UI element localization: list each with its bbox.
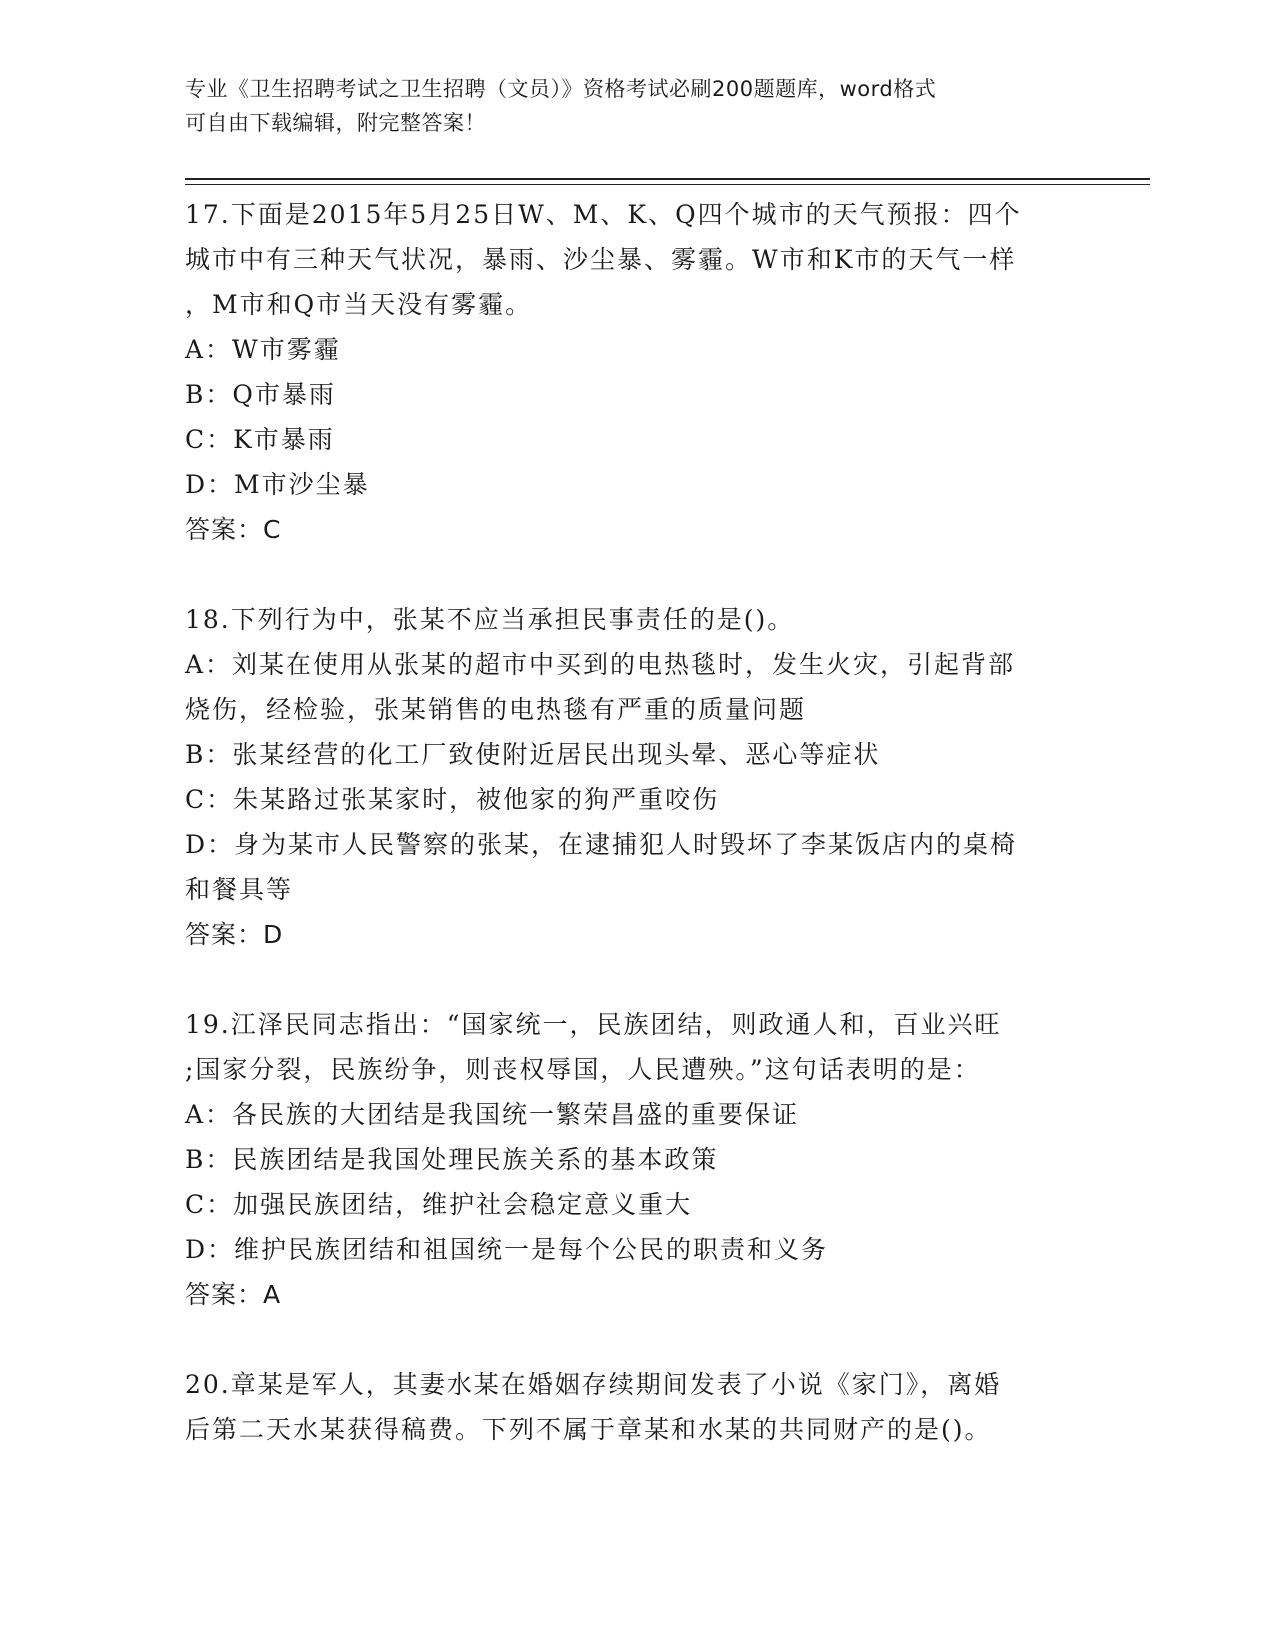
- option-d: D：维护民族团结和祖国统一是每个公民的职责和义务: [185, 1235, 829, 1264]
- option-b: B：Q市暴雨: [185, 380, 336, 409]
- answer: 答案：C: [185, 515, 282, 544]
- question-stem-line: 17.下面是2015年5月25日W、M、K、Q四个城市的天气预报：四个: [185, 200, 1022, 229]
- option-a: A：W市雾霾: [185, 335, 341, 364]
- header-divider-thin: [185, 184, 1150, 185]
- option-a-continued: 烧伤，经检验，张某销售的电热毯有严重的质量问题: [185, 695, 807, 724]
- option-a: A：各民族的大团结是我国统一繁荣昌盛的重要保证: [185, 1100, 800, 1129]
- question-19: [185, 1002, 1085, 1318]
- question-stem-line: ，M市和Q市当天没有雾霾。: [185, 290, 533, 319]
- option-b: B：张某经营的化工厂致使附近居民出现头晕、恶心等症状: [185, 740, 881, 769]
- question-18: [185, 597, 1085, 958]
- option-c: C：K市暴雨: [185, 425, 335, 454]
- document-header: [185, 72, 1065, 140]
- header-line-2: 可自由下载编辑，附完整答案！: [185, 111, 486, 135]
- option-d-continued: 和餐具等: [185, 875, 294, 904]
- option-b: B：民族团结是我国处理民族关系的基本政策: [185, 1145, 719, 1174]
- question-stem-line: 19.江泽民同志指出：“国家统一，民族团结，则政通人和，百业兴旺: [185, 1010, 1002, 1039]
- option-d: D：M市沙尘暴: [185, 470, 370, 499]
- question-20: [185, 1362, 1085, 1452]
- question-stem-line: 20.章某是军人，其妻水某在婚姻存续期间发表了小说《家门》，离婚: [185, 1370, 1002, 1399]
- question-spacer: [185, 553, 1085, 597]
- header-line-1: 专业《卫生招聘考试之卫生招聘（文员）》资格考试必刷200题题库，word格式: [185, 77, 937, 101]
- option-c: C：加强民族团结，维护社会稳定意义重大: [185, 1190, 693, 1219]
- question-stem-line: 后第二天水某获得稿费。下列不属于章某和水某的共同财产的是()。: [185, 1415, 992, 1444]
- question-stem-line: ;国家分裂，民族纷争，则丧权辱国，人民遭殃。”这句话表明的是：: [185, 1055, 981, 1084]
- answer: 答案：A: [185, 1280, 282, 1309]
- option-d: D：身为某市人民警察的张某，在逮捕犯人时毁坏了李某饭店内的桌椅: [185, 830, 1018, 859]
- header-divider-thick: [185, 178, 1150, 180]
- question-spacer: [185, 1318, 1085, 1362]
- question-spacer: [185, 958, 1085, 1002]
- answer: 答案：D: [185, 920, 284, 949]
- question-stem-line: 18.下列行为中，张某不应当承担民事责任的是()。: [185, 605, 795, 634]
- question-17: [185, 192, 1085, 553]
- option-c: C：朱某路过张某家时，被他家的狗严重咬伤: [185, 785, 720, 814]
- question-list: [185, 192, 1085, 1452]
- question-stem-line: 城市中有三种天气状况，暴雨、沙尘暴、雾霾。W市和K市的天气一样: [185, 245, 1017, 274]
- option-a: A：刘某在使用从张某的超市中买到的电热毯时，发生火灾，引起背部: [185, 650, 1016, 679]
